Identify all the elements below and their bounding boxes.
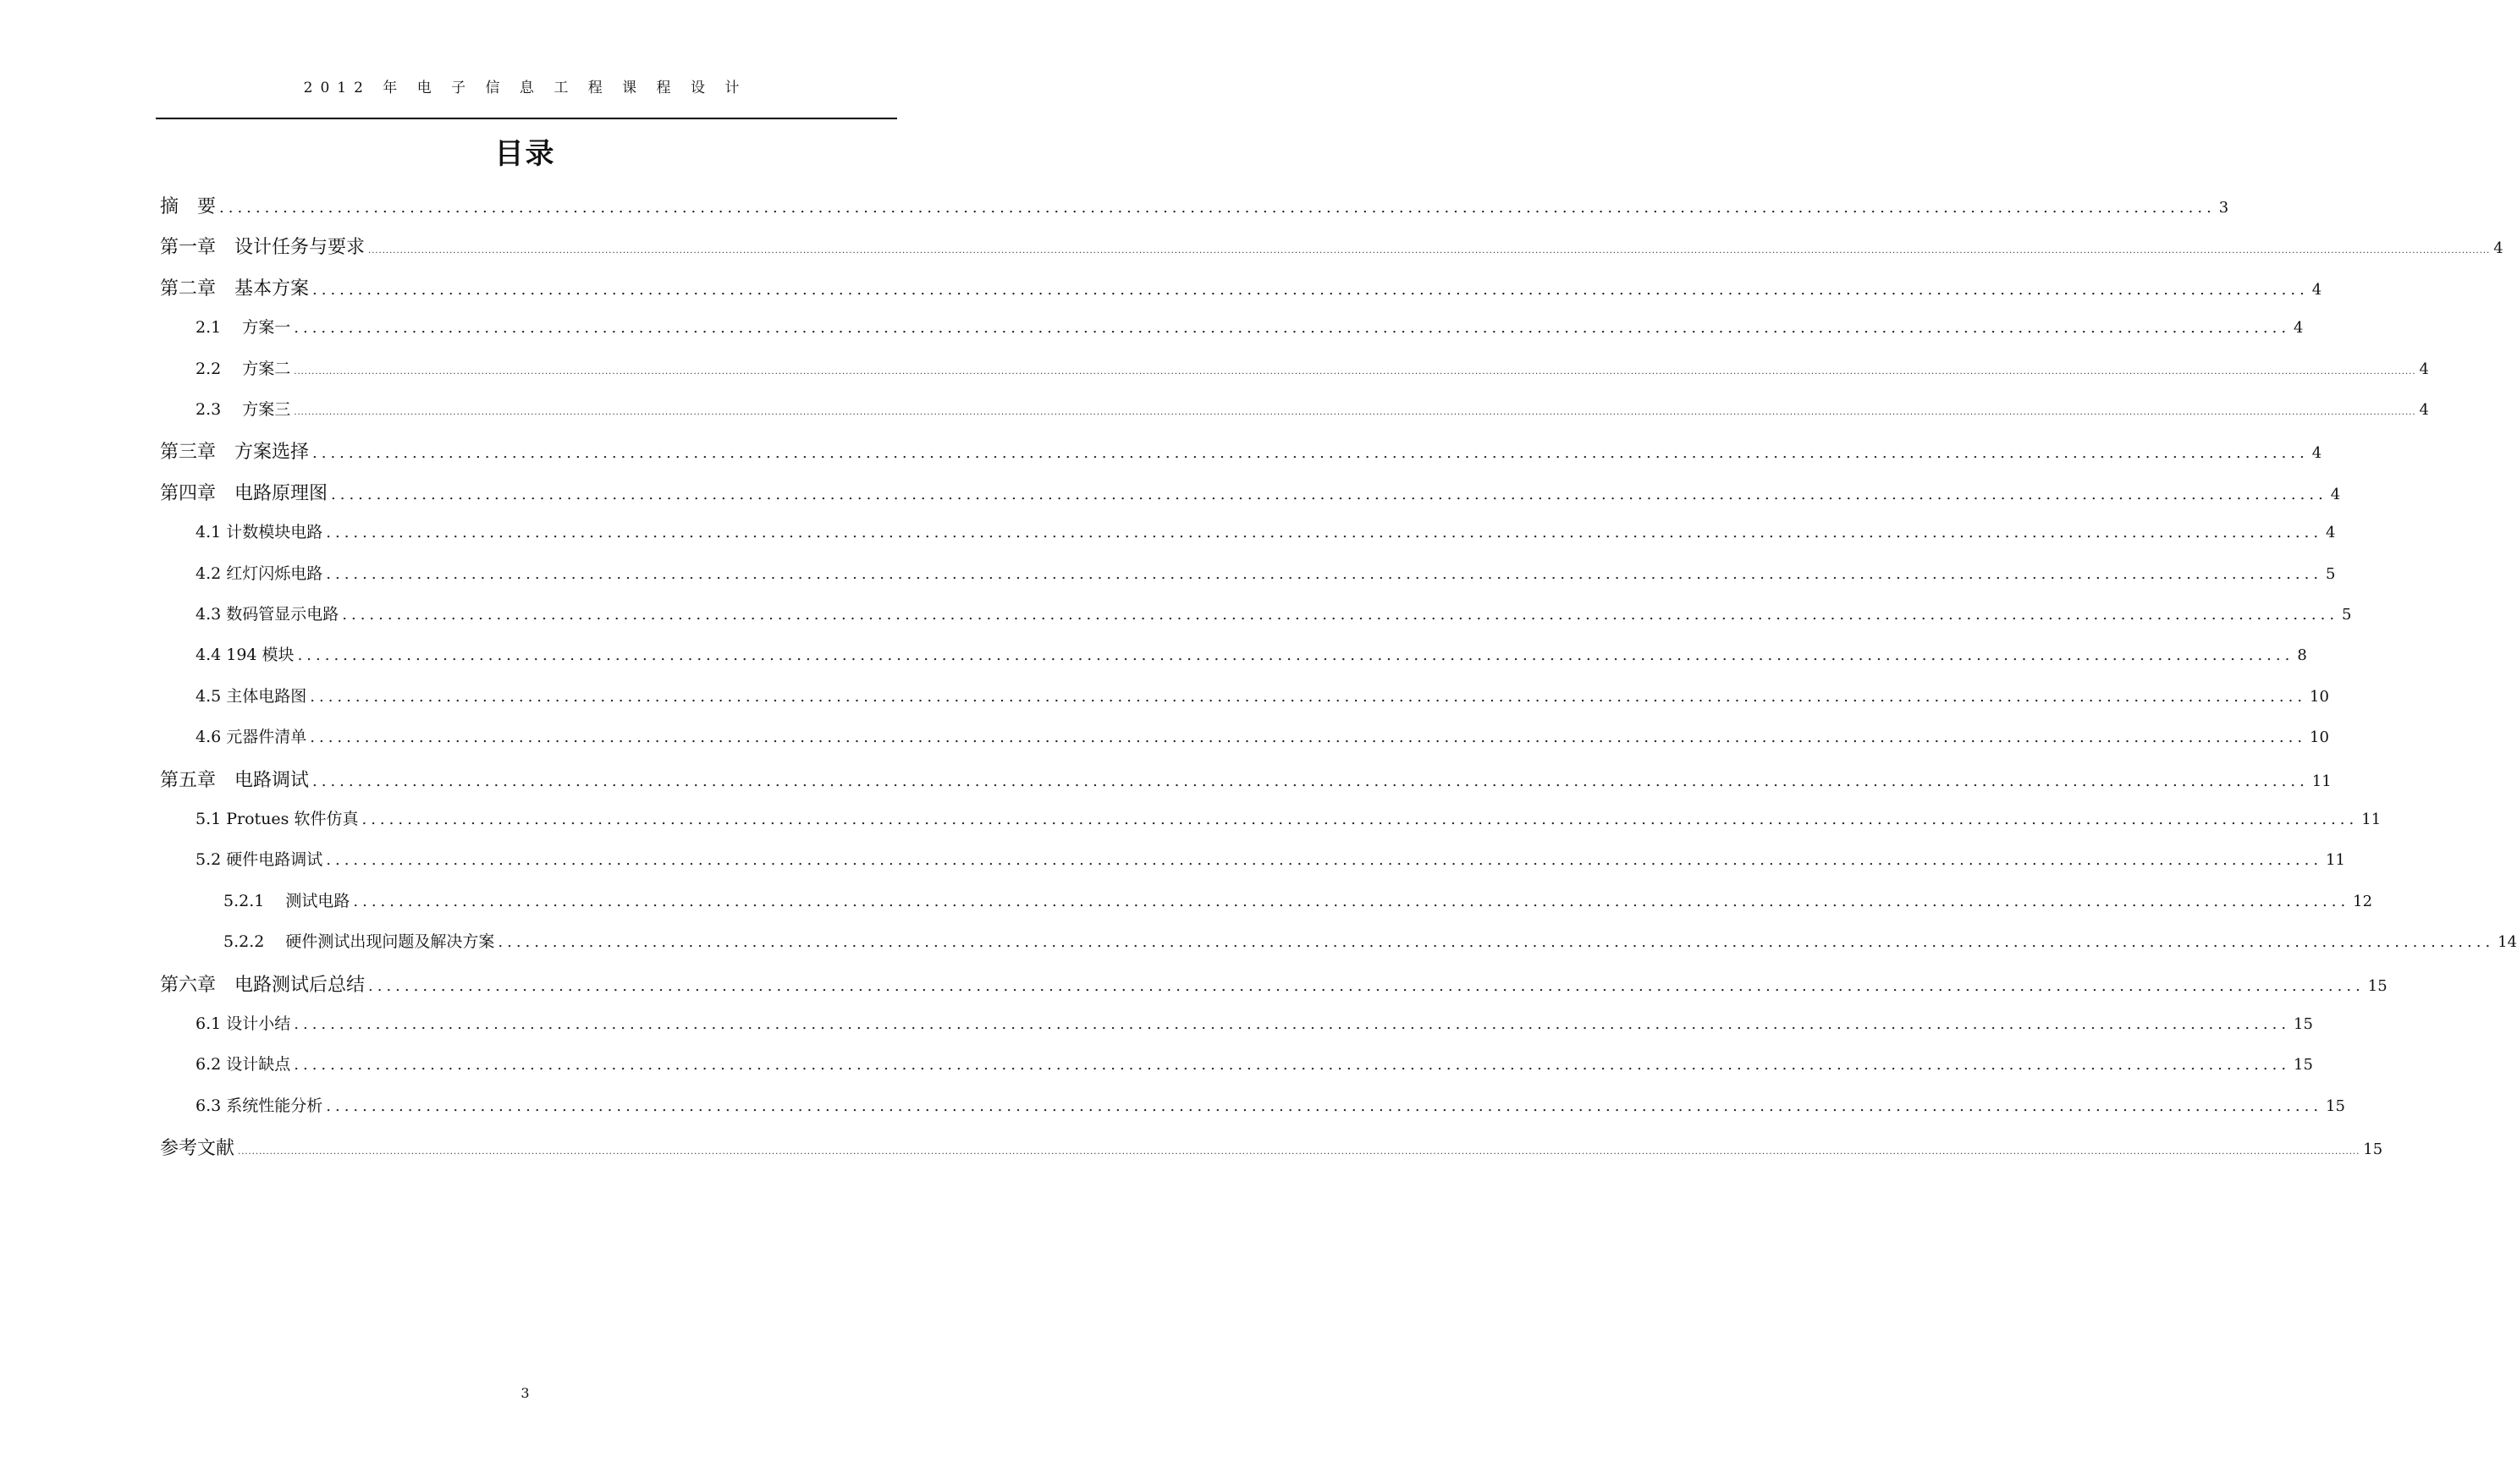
toc-entry-page: 5 — [2342, 606, 2352, 624]
toc-entry-label: 第四章 电路原理图 — [160, 483, 328, 504]
toc-dot-leader: ............................................................................................................................................................................................................................ — [498, 933, 2495, 951]
toc-entry-page: 10 — [2310, 728, 2329, 746]
toc-entry-page: 10 — [2310, 688, 2329, 706]
toc-entry-label: 5.2 硬件电路调试 — [196, 850, 323, 869]
toc-entry-page: 8 — [2297, 646, 2307, 664]
toc-entry[interactable] — [196, 1052, 2313, 1075]
toc-entry-label: 4.2 红灯闪烁电路 — [196, 564, 323, 583]
toc-entry-page: 11 — [2311, 772, 2332, 790]
toc-entry-label: 参考文献 — [160, 1138, 235, 1159]
toc-entry-page: 4 — [2294, 319, 2304, 337]
toc-entry[interactable] — [160, 479, 2341, 505]
toc-dot-leader: ............................................................................................................................................................................................................................ — [368, 977, 2365, 995]
toc-dot-leader: ............................................................................................................................................................................................................................ — [361, 811, 2359, 828]
toc-entry[interactable] — [196, 602, 2352, 624]
toc-entry-label: 5.2.1 测试电路 — [223, 892, 350, 910]
toc-entry[interactable] — [196, 519, 2336, 542]
toc-entry-label: 6.3 系统性能分析 — [196, 1097, 323, 1115]
toc-dot-leader: ............................................................................................................................................................................................................................ — [312, 281, 2309, 299]
toc-entry[interactable] — [160, 274, 2322, 300]
toc-entry-page: 15 — [2294, 1015, 2313, 1033]
toc-entry-label: 2.1 方案一 — [196, 318, 291, 337]
toc-entry-label: 4.3 数码管显示电路 — [196, 605, 339, 624]
toc-entry[interactable] — [160, 437, 2322, 464]
toc-dot-leader: ............................................................................................................................................................................................................................ — [326, 851, 2323, 869]
toc-entry[interactable] — [160, 766, 2332, 792]
toc-dot-leader: ............................................................................................................................................................................................................................ — [294, 319, 2291, 337]
toc-dot-leader: ............................................................................................................................................................................................................................ — [331, 486, 2327, 503]
toc-entry-page: 15 — [2326, 1097, 2345, 1115]
toc-entry-label: 5.2.2 硬件测试出现问题及解决方案 — [223, 932, 495, 951]
toc-entry-page: 4 — [2419, 401, 2429, 419]
toc-dot-leader: ............................................................................................................................................................................................................................ — [312, 772, 2309, 790]
toc-entry[interactable] — [223, 929, 2517, 952]
toc-entry[interactable] — [196, 397, 2429, 420]
toc-entry-label: 4.4 194 模块 — [196, 646, 295, 664]
toc-entry-label: 第五章 电路调试 — [160, 770, 310, 791]
toc-entry[interactable] — [196, 561, 2336, 584]
toc-dot-leader: ............................................................................................................................................................................................................................ — [342, 606, 2339, 624]
toc-entry[interactable] — [223, 888, 2373, 911]
toc-dot-leader: ............................................................................................................................................................................................................................ — [326, 1097, 2323, 1115]
toc-entry[interactable] — [196, 642, 2307, 665]
toc-entry[interactable] — [196, 847, 2345, 870]
running-header: 2012 年 电 子 信 息 工 程 课 程 设 计 — [303, 80, 747, 96]
toc-dot-leader: ........................................................................................................................................................................................................................................................................................................................................................................................................................................................................................................................................................................................................................ — [238, 1147, 2360, 1157]
toc-entry[interactable] — [196, 315, 2304, 338]
toc-entry-label: 4.1 计数模块电路 — [196, 523, 323, 541]
toc-entry-label: 2.2 方案二 — [196, 360, 291, 378]
toc-entry-label: 2.3 方案三 — [196, 400, 291, 419]
toc-entry-label: 6.2 设计缺点 — [196, 1055, 291, 1074]
toc-entry-label: 5.1 Protues 软件仿真 — [196, 810, 359, 828]
toc-title: 目录 — [494, 137, 556, 171]
toc-entry-label: 6.1 设计小结 — [196, 1014, 291, 1033]
toc-entry-page: 11 — [2326, 851, 2345, 869]
toc-entry[interactable] — [196, 806, 2382, 829]
page-number: 3 — [520, 1385, 530, 1401]
toc-entry[interactable] — [196, 1093, 2345, 1116]
toc-entry-page: 14 — [2498, 933, 2517, 951]
toc-entry-label: 第一章 设计任务与要求 — [160, 237, 366, 258]
toc-entry-label: 第三章 方案选择 — [160, 442, 310, 463]
toc-entry[interactable] — [196, 356, 2429, 379]
toc-entry[interactable] — [160, 970, 2388, 997]
toc-dot-leader: ........................................................................................................................................................................................................................................................................................................................................................................................................................................................................................................................................................................................................................ — [368, 246, 2491, 256]
toc-entry-page: 3 — [2218, 199, 2229, 217]
toc-entry-page: 5 — [2326, 565, 2336, 583]
toc-entry-label: 第二章 基本方案 — [160, 278, 310, 300]
toc-entry-page: 4 — [2419, 360, 2429, 378]
toc-entry[interactable] — [196, 724, 2329, 747]
toc-dot-leader: ............................................................................................................................................................................................................................ — [326, 565, 2323, 583]
toc-dot-leader: ............................................................................................................................................................................................................................ — [310, 728, 2307, 746]
toc-entry[interactable] — [160, 192, 2229, 218]
toc-entry[interactable] — [196, 1011, 2313, 1034]
toc-entry-page: 4 — [2493, 239, 2503, 257]
toc-entry-page: 11 — [2361, 811, 2382, 828]
toc-entry-page: 4 — [2311, 444, 2322, 462]
toc-dot-leader: ............................................................................................................................................................................................................................ — [297, 646, 2294, 664]
toc-dot-leader: ............................................................................................................................................................................................................................ — [353, 893, 2350, 910]
toc-dot-leader: ............................................................................................................................................................................................................................ — [219, 199, 2216, 217]
toc-entry-label: 4.6 元器件清单 — [196, 728, 307, 746]
toc-dot-leader: ............................................................................................................................................................................................................................ — [326, 524, 2323, 541]
toc-entry-page: 15 — [2363, 1140, 2383, 1158]
toc-dot-leader: ............................................................................................................................................................................................................................ — [294, 1056, 2291, 1074]
toc-entry-label: 4.5 主体电路图 — [196, 687, 307, 706]
toc-entry-page: 4 — [2311, 281, 2322, 299]
toc-entry-page: 4 — [2330, 486, 2341, 503]
toc-entry-page: 15 — [2367, 977, 2388, 995]
toc-dot-leader: ............................................................................................................................................................................................................................ — [294, 1015, 2291, 1033]
toc-entry[interactable] — [160, 1134, 2383, 1160]
toc-dot-leader: ............................................................................................................................................................................................................................ — [310, 688, 2307, 706]
toc-dot-leader: ........................................................................................................................................................................................................................................................................................................................................................................................................................................................................................................................................................................................................................ — [294, 408, 2416, 417]
toc-entry-page: 4 — [2326, 524, 2336, 541]
toc-dot-leader: ........................................................................................................................................................................................................................................................................................................................................................................................................................................................................................................................................................................................................................ — [294, 367, 2416, 376]
toc-entry[interactable] — [160, 233, 2503, 259]
toc-dot-leader: ............................................................................................................................................................................................................................ — [312, 444, 2309, 462]
toc-entry-page: 12 — [2353, 893, 2373, 910]
toc-entry-label: 摘 要 — [160, 196, 217, 217]
toc-entry-page: 15 — [2294, 1056, 2313, 1074]
toc-entry-label: 第六章 电路测试后总结 — [160, 975, 366, 996]
toc-entry[interactable] — [196, 684, 2329, 706]
